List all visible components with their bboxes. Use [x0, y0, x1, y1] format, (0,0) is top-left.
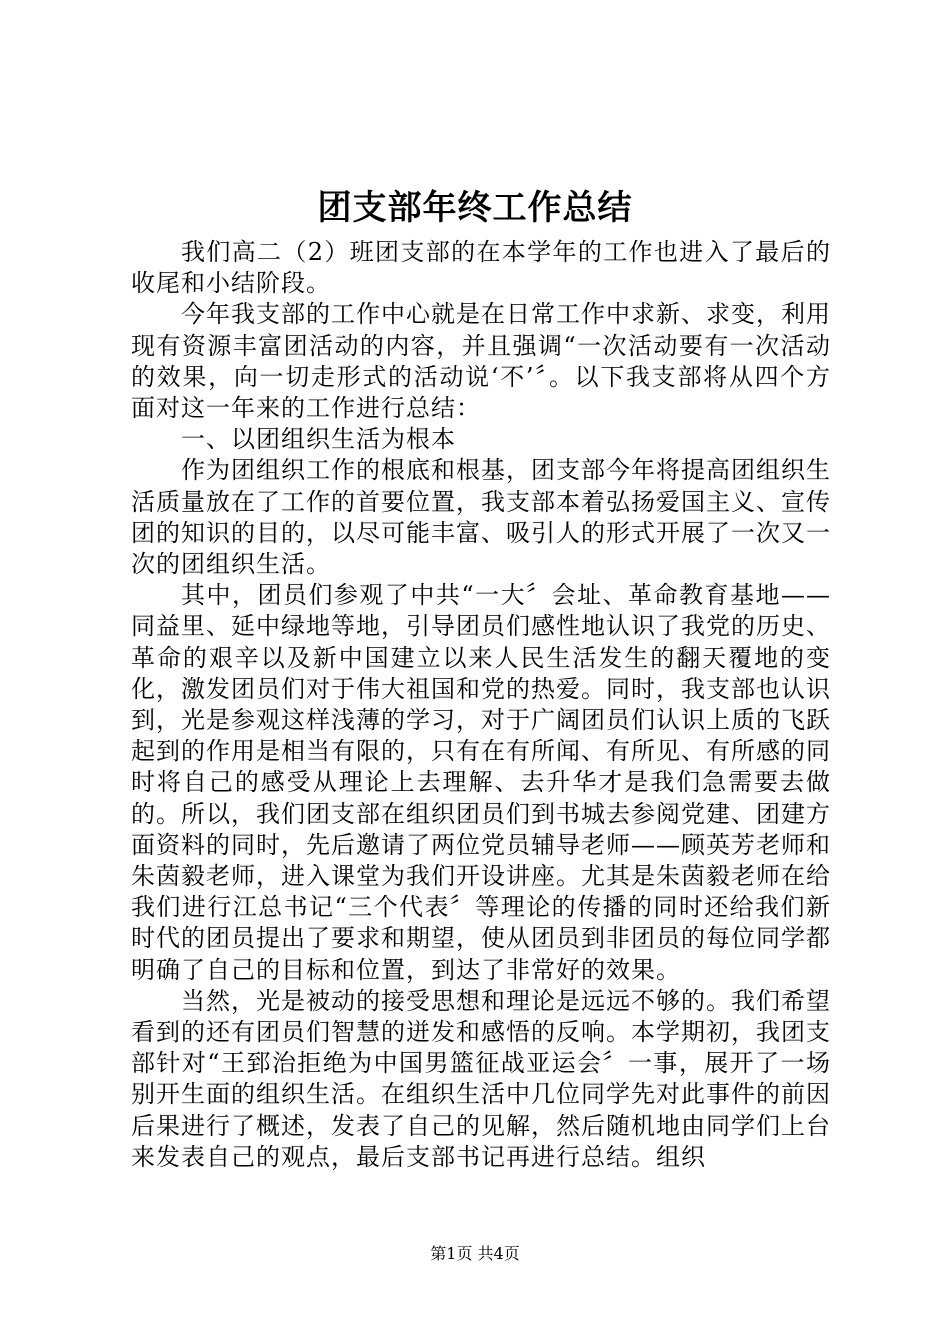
- paragraph-org-life: 作为团组织工作的根底和根基，团支部今年将提高团组织生活质量放在了工作的首要位置，我支部本着弘扬爱国主义、宣传团的知识的目的，以尽可能丰富、吸引人的形式开展了一次又一次的团组织生活。: [131, 456, 831, 579]
- paragraph-discussion: 当然，光是被动的接受思想和理论是远远不够的。我们希望看到的还有团员们智慧的迸发和感悟的反响。本学期初，我团支部针对“王郅治拒绝为中国男篮征战亚运会〞一事，展开了一场别开生面的组织生活。在组织生活中几位同学先对此事件的前因后果进行了概述，发表了自己的见解，然后随机地由同学们上台来发表自己的观点，最后支部书记再进行总结。组织: [131, 986, 831, 1171]
- page-number-footer: 第1页 共4页: [430, 1244, 520, 1263]
- document-title: 团支部年终工作总结: [317, 188, 633, 228]
- paragraph-intro: 我们高二（2）班团支部的在本学年的工作也进入了最后的收尾和小结阶段。: [131, 238, 831, 298]
- paragraph-visits-lectures: 其中，团员们参观了中共“一大〞会址、革命教育基地——同益里、延中绿地等地，引导团员们感性地认识了我党的历史、革命的艰辛以及新中国建立以来人民生活发生的翻天覆地的变化，激发团员们对于伟大祖国和党的热爱。同时，我支部也认识到，光是参观这样浅薄的学习，对于广阔团员们认识上质的飞跃起到的作用是相当有限的，只有在有所闻、有所见、有所感的同时将自己的感受从理论上去理解、去升华才是我们急需要去做的。所以，我们团支部在组织团员们到书城去参阅党建、团建方面资料的同时，先后邀请了两位党员辅导老师——顾英芳老师和朱茵毅老师，进入课堂为我们开设讲座。尤其是朱茵毅老师在给我们进行江总书记“三个代表〞等理论的传播的同时还给我们新时代的团员提出了要求和期望，使从团员到非团员的每位同学都明确了自己的目标和位置，到达了非常好的效果。: [131, 581, 831, 984]
- document-body: [131, 237, 831, 1173]
- paragraph-work-center: 今年我支部的工作中心就是在日常工作中求新、求变，利用现有资源丰富团活动的内容，并且强调“一次活动要有一次活动的效果，向一切走形式的活动说‘不’〞。以下我支部将从四个方面对这一年来的工作进行总结：: [131, 300, 831, 423]
- section-heading-1: 一、以团组织生活为根本: [181, 425, 456, 454]
